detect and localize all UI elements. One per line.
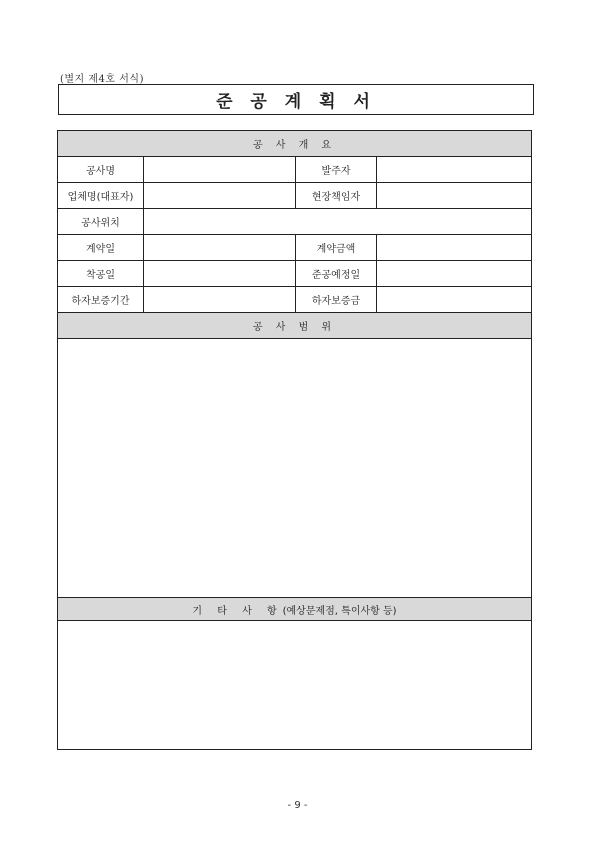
title-box [58,84,534,115]
start-date-label: 착공일 [58,261,144,286]
overview-row-location [58,209,531,235]
company-field[interactable] [144,183,296,208]
warranty-deposit-field[interactable] [377,287,531,312]
misc-header-lead: 기 타 사 항 [192,605,283,617]
warranty-period-label: 하자보증기간 [58,287,144,312]
overview-row-warranty [58,287,531,313]
overview-row-company [58,183,531,209]
contract-amount-field[interactable] [377,235,531,260]
overview-row-contract [58,235,531,261]
completion-date-field[interactable] [377,261,531,286]
contract-date-label: 계약일 [58,235,144,260]
site-manager-field[interactable] [377,183,531,208]
contract-amount-label: 계약금액 [296,235,377,260]
scope-content-area[interactable] [58,339,531,598]
project-name-field[interactable] [144,157,296,182]
form-number: (별지 제4호 서식) [60,74,144,85]
site-manager-label: 현장책임자 [296,183,377,208]
start-date-field[interactable] [144,261,296,286]
page-number: - 9 - [287,800,308,811]
location-label: 공사위치 [58,209,144,234]
location-field[interactable] [144,209,531,234]
company-label: 업체명(대표자) [58,183,144,208]
warranty-period-field[interactable] [144,287,296,312]
scope-header: 공 사 범 위 [58,313,531,339]
contract-date-field[interactable] [144,235,296,260]
misc-header [58,598,531,621]
completion-date-label: 준공예정일 [296,261,377,286]
document-title: 준 공 계 획 서 [216,92,376,112]
misc-content-area[interactable] [58,621,531,753]
plan-form [57,130,532,750]
client-label: 발주자 [296,157,377,182]
warranty-deposit-label: 하자보증금 [296,287,377,312]
client-field[interactable] [377,157,531,182]
overview-row-project-name [58,157,531,183]
overview-header: 공 사 개 요 [58,131,531,157]
overview-row-schedule [58,261,531,287]
misc-header-note: (예상문제점, 특이사항 등) [282,605,397,617]
project-name-label: 공사명 [58,157,144,182]
